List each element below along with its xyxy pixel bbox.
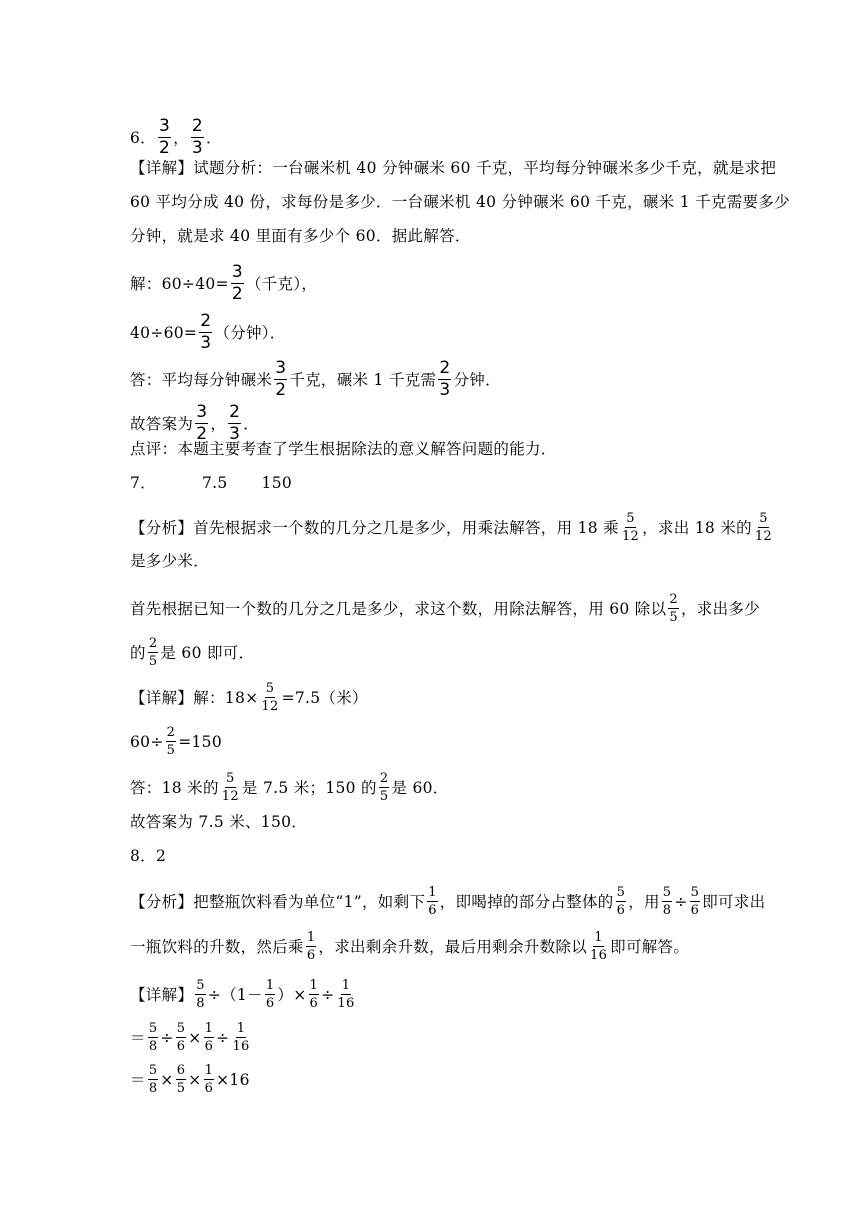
fraction: $\frac{6}{5}$ [176,1063,186,1096]
q7-analysis-line-1: 【分析】首先根据求一个数的几分之几是多少，用乘法解答，用 18 乘 $\frac{5}{12}$ ，求出 18 米的 $\frac{5}{12}$ [130,511,773,544]
fraction: $\frac{1}{6}$ [309,978,319,1011]
fraction: $\frac{5}{8}$ [148,1021,158,1054]
q6-detail-line-3: 分钟，就是求 40 里面有多少个 60．据此解答． [130,227,471,245]
fraction: $\frac{2}{3}$ [191,116,204,158]
q6-detail-line-2: 60 平均分成 40 份，求每份是多少．一台碾米机 40 分钟碾米 60 千克，碾米 1 千克需要多少 [130,193,790,211]
fraction: $\frac{2}{5}$ [379,771,389,804]
q6-answer-sentence: 答：平均每分钟碾米 $\frac{3}{2}$ 千克，碾米 1 千克需 $\frac{2}{3}$ 分钟． [130,358,501,400]
q7-value-2: 150 [261,474,293,492]
q6-answer-line: 6． $\frac{3}{2}$ ， $\frac{2}{3}$ ． [130,116,222,158]
q7-detail-line-1: 【详解】解：18× $\frac{5}{12}$ =7.5（米） [130,681,368,714]
q8-answer-line: 8．2 [130,847,167,865]
q6-solution-line-2: 40÷60= $\frac{2}{3}$ （分钟）． [130,311,286,353]
fraction: $\frac{1}{16}$ [590,930,608,963]
fraction: $\frac{5}{12}$ [754,511,773,544]
q6-final-answer: 故答案为 $\frac{3}{2}$ ， $\frac{2}{3}$ ． [130,402,260,444]
fraction: $\frac{5}{12}$ [621,511,640,544]
q6-comment: 点评：本题主要考查了学生根据除法的意义解答问题的能力． [130,440,557,458]
fraction: $\frac{2}{5}$ [669,592,678,625]
q8-analysis-line-2: 一瓶饮料的升数，然后乘 $\frac{1}{6}$ ，求出剩余升数，最后用剩余升数除以 $\frac{1}{16}$ 即可解答。 [130,930,690,963]
fraction: $\frac{1}{6}$ [265,978,275,1011]
fraction: $\frac{5}{12}$ [221,771,239,804]
q7-analysis-line-4: 的 $\frac{2}{5}$ 是 60 即可． [130,636,255,669]
q8-detail-line-3: ＝ $\frac{5}{8}$ × $\frac{6}{5}$ × $\frac{1}{6}$ ×16 [130,1063,250,1096]
fraction: $\frac{2}{3}$ [200,311,212,353]
q7-analysis-line-3: 首先根据已知一个数的几分之几是多少，求这个数，用除法解答，用 60 除以 $\frac{2}{5}$ ，求出多少 [130,592,760,625]
q6-detail-line-1: 【详解】试题分析：一台碾米机 40 分钟碾米 60 千克，平均每分钟碾米多少千克，就是求把 [130,159,777,177]
fraction: $\frac{5}{12}$ [261,681,279,714]
q6-solution-line-1: 解：60÷40= $\frac{3}{2}$ （千克）， [130,262,318,304]
fraction: $\frac{3}{2}$ [196,402,208,444]
fraction: $\frac{3}{2}$ [231,262,243,304]
q7-answer-line [130,473,292,493]
q8-analysis-line-1: 【分析】把整瓶饮料看为单位“1”，如剩下 $\frac{1}{6}$ ，即喝掉的部分占整体的 $\frac{5}{6}$ ，用 $\frac{5}{8}$ ÷ $\frac{5}{6}$ 即可求出 [130,885,766,918]
fraction: $\frac{1}{16}$ [232,1021,250,1054]
fraction: $\frac{1}{6}$ [204,1063,214,1096]
q7-detail-line-2: 60÷ $\frac{2}{5}$ =150 [130,725,222,758]
q6-number: 6． [130,128,156,147]
fraction: $\frac{3}{2}$ [158,116,171,158]
fraction: $\frac{5}{8}$ [662,885,672,918]
fraction: $\frac{3}{2}$ [275,358,287,400]
q7-value-1: 7.5 [201,474,228,492]
fraction: $\frac{1}{6}$ [306,930,316,963]
q8-detail-line-1: 【详解】 $\frac{5}{8}$ ÷ （1－ $\frac{1}{6}$ ） × $\frac{1}{6}$ ÷ $\frac{1}{16}$ [130,978,355,1011]
fraction: $\frac{2}{3}$ [439,358,451,400]
fraction: $\frac{1}{6}$ [428,885,437,918]
q7-answer-sentence: 答：18 米的 $\frac{5}{12}$ 是 7.5 米；150 的 $\frac{2}{5}$ 是 60． [130,771,449,804]
fraction: $\frac{5}{6}$ [616,885,626,918]
fraction: $\frac{5}{6}$ [176,1021,186,1054]
q7-number: 7． [130,474,156,492]
fraction: $\frac{2}{3}$ [229,402,241,444]
fraction: $\frac{5}{6}$ [690,885,700,918]
q7-final-answer: 故答案为 7.5 米、150． [130,813,308,831]
q8-detail-line-2: ＝ $\frac{5}{8}$ ÷ $\frac{5}{6}$ × $\frac{1}{6}$ ÷ $\frac{1}{16}$ [130,1021,250,1054]
fraction: $\frac{1}{16}$ [337,978,355,1011]
fraction: $\frac{2}{5}$ [166,725,176,758]
fraction: $\frac{5}{8}$ [196,978,205,1011]
fraction: $\frac{1}{6}$ [204,1021,214,1054]
fraction: $\frac{5}{8}$ [148,1063,158,1096]
q7-analysis-line-2: 是多少米． [130,552,210,570]
fraction: $\frac{2}{5}$ [148,636,158,669]
